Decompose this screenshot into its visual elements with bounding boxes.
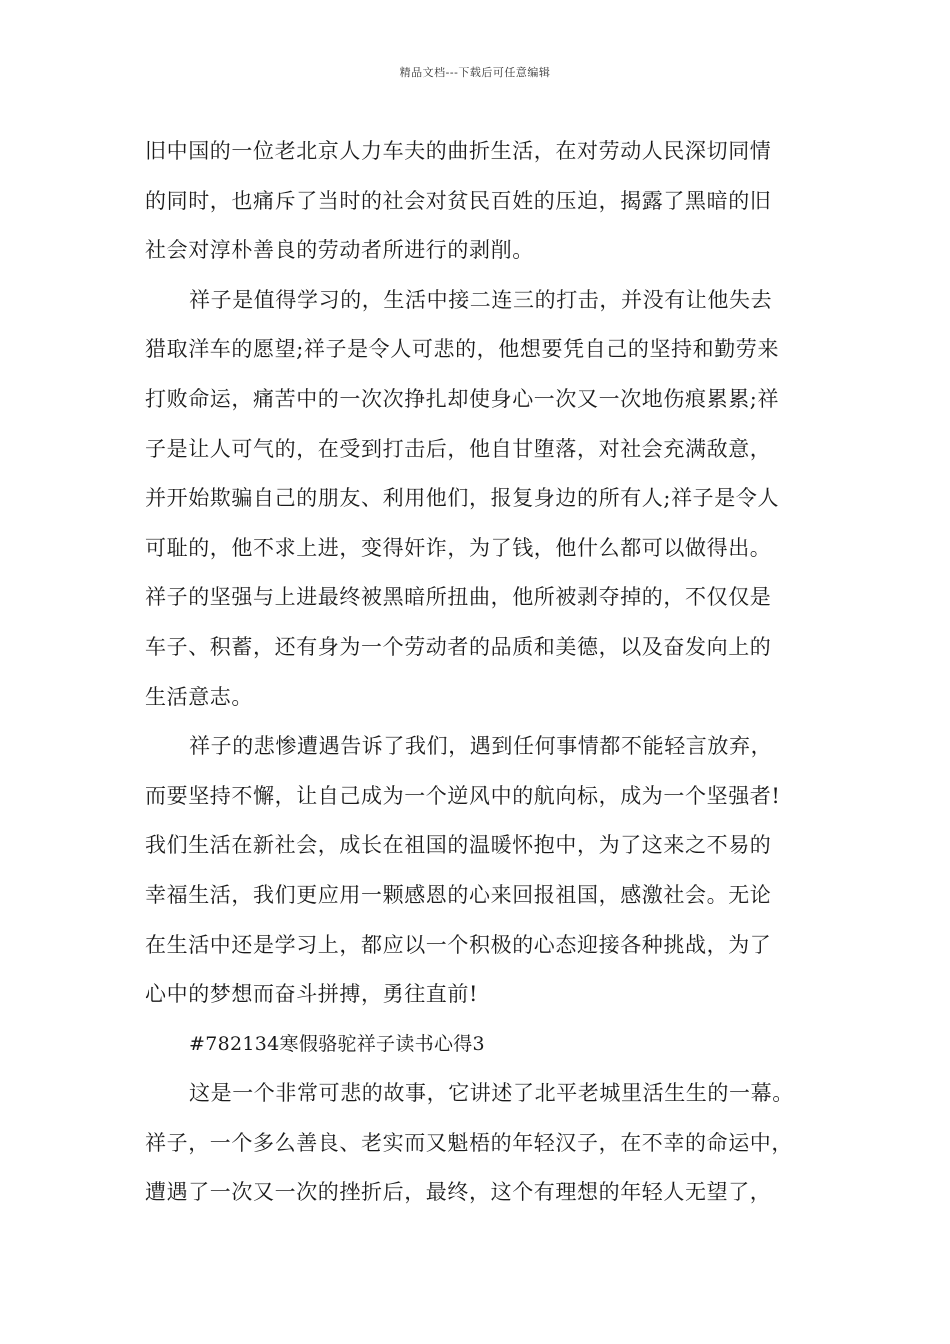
text-line: 的同时，也痛斥了当时的社会对贫民百姓的压迫，揭露了黑暗的旧 (145, 188, 772, 213)
text-line: 这是一个非常可悲的故事，它讲述了北平老城里活生生的一幕。 (189, 1081, 794, 1106)
text-line: 子是让人可气的，在受到打击后，他自甘堕落，对社会充满敌意， (145, 436, 772, 461)
text-line: 幸福生活，我们更应用一颗感恩的心来回报祖国，感激社会。无论 (145, 882, 772, 907)
text-line: 生活意志。 (145, 684, 253, 709)
text-line: 可耻的，他不求上进，变得奸诈，为了钱，他什么都可以做得出。 (145, 535, 772, 560)
text-line: 心中的梦想而奋斗拼搏，勇往直前! (145, 982, 479, 1007)
page-header: 精品文档---下载后可任意编辑 (399, 66, 551, 79)
text-line: 并开始欺骗自己的朋友、利用他们，报复身边的所有人;祥子是令人 (145, 486, 780, 511)
text-line: 旧中国的一位老北京人力车夫的曲折生活，在对劳动人民深切同情 (145, 139, 772, 163)
text-line: 祥子，一个多么善良、老实而又魁梧的年轻汉子，在不幸的命运中， (145, 1130, 793, 1155)
text-line: 车子、积蓄，还有身为一个劳动者的品质和美德，以及奋发向上的 (145, 634, 772, 659)
text-line: 猎取洋车的愿望;祥子是令人可悲的，他想要凭自己的坚持和勤劳来 (145, 337, 780, 362)
text-line: 祥子是值得学习的，生活中接二连三的打击，并没有让他失去 (189, 287, 773, 312)
text-line: 祥子的悲惨遭遇告诉了我们，遇到任何事情都不能轻言放弃， (189, 734, 773, 759)
text-line: 祥子的坚强与上进最终被黑暗所扭曲，他所被剥夺掉的，不仅仅是 (145, 585, 772, 610)
text-line: 社会对淳朴善良的劳动者所进行的剥削。 (145, 238, 534, 263)
section-title: #782134寒假骆驼祥子读书心得3 (189, 1032, 485, 1055)
text-line: 打败命运，痛苦中的一次次挣扎却使身心一次又一次地伤痕累累;祥 (145, 386, 780, 411)
body-text (145, 127, 825, 1218)
text-line: 而要坚持不懈，让自己成为一个逆风中的航向标，成为一个坚强者! (145, 783, 781, 808)
text-line: 在生活中还是学习上，都应以一个积极的心态迎接各种挑战，为了 (145, 932, 772, 957)
text-line: 我们生活在新社会，成长在祖国的温暖怀抱中，为了这来之不易的 (145, 833, 772, 858)
text-line: 遭遇了一次又一次的挫折后，最终，这个有理想的年轻人无望了， (145, 1180, 772, 1205)
